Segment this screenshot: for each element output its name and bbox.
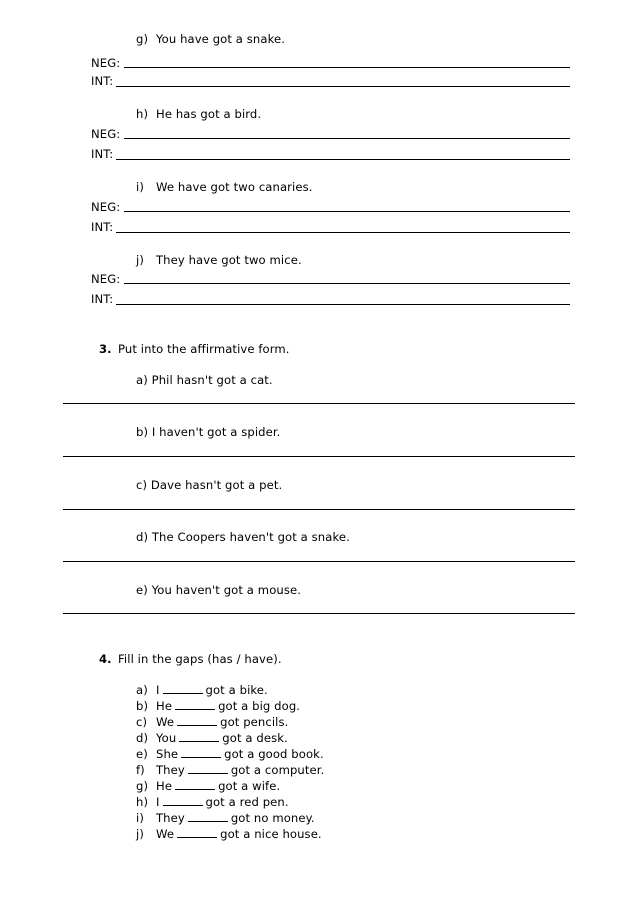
s4-list-item — [136, 763, 324, 777]
s2-item-sentence: They have got two mice. — [156, 253, 302, 267]
s4-list-item — [136, 715, 288, 729]
neg-answer-line[interactable] — [124, 67, 570, 68]
int-label: INT: — [91, 292, 114, 306]
section-3-instruction: Put into the affirmative form. — [118, 342, 290, 356]
int-answer-line[interactable] — [116, 159, 570, 160]
s4-item-subject: She — [156, 747, 179, 761]
s3-answer-line[interactable] — [63, 613, 575, 614]
s4-item-letter: i) — [136, 811, 144, 825]
s4-list-item — [136, 779, 280, 793]
s3-item-sentence: b) I haven't got a spider. — [136, 425, 281, 439]
s4-gap-blank[interactable] — [188, 763, 228, 774]
s4-item-letter: c) — [136, 715, 148, 729]
s4-item-letter: d) — [136, 731, 149, 745]
s4-list-item — [136, 827, 322, 841]
s2-item-letter: g) — [136, 32, 149, 46]
s3-item-sentence: d) The Coopers haven't got a snake. — [136, 530, 350, 544]
s4-item-rest: got a red pen. — [205, 795, 289, 809]
s4-item-rest: got a big dog. — [218, 699, 301, 713]
s4-list-item — [136, 699, 300, 713]
int-label: INT: — [91, 147, 114, 161]
s2-item-sentence: We have got two canaries. — [156, 180, 313, 194]
s4-item-rest: got a desk. — [222, 731, 288, 745]
s4-item-letter: j) — [136, 827, 144, 841]
s2-item-letter: h) — [136, 107, 149, 121]
s4-gap-blank[interactable] — [163, 795, 203, 806]
section-4-instruction: Fill in the gaps (has / have). — [118, 652, 282, 666]
s4-gap-blank[interactable] — [177, 827, 217, 838]
s2-item-sentence: He has got a bird. — [156, 107, 262, 121]
s4-list-item — [136, 747, 324, 761]
int-answer-line[interactable] — [116, 232, 570, 233]
s3-answer-line[interactable] — [63, 456, 575, 457]
s4-item-subject: He — [156, 699, 173, 713]
s4-item-subject: We — [156, 715, 175, 729]
s3-answer-line[interactable] — [63, 403, 575, 404]
s4-item-subject: He — [156, 779, 173, 793]
s4-list-item — [136, 811, 315, 825]
s4-item-subject: I — [156, 795, 160, 809]
s4-item-rest: got a nice house. — [220, 827, 322, 841]
s4-item-subject: They — [156, 811, 185, 825]
s4-item-subject: You — [156, 731, 177, 745]
s4-item-rest: got a bike. — [205, 683, 268, 697]
section-3-number: 3. — [99, 342, 112, 356]
s4-item-rest: got a computer. — [230, 763, 325, 777]
section-4-number: 4. — [99, 652, 112, 666]
s2-item-sentence: You have got a snake. — [156, 32, 285, 46]
s4-item-subject: We — [156, 827, 175, 841]
s4-gap-blank[interactable] — [175, 779, 215, 790]
s4-item-letter: f) — [136, 763, 145, 777]
s4-item-rest: got pencils. — [220, 715, 289, 729]
neg-label: NEG: — [91, 272, 121, 286]
s3-item-sentence: a) Phil hasn't got a cat. — [136, 373, 273, 387]
s4-item-letter: h) — [136, 795, 149, 809]
s4-gap-blank[interactable] — [177, 715, 217, 726]
s3-item-sentence: c) Dave hasn't got a pet. — [136, 478, 283, 492]
s4-item-letter: b) — [136, 699, 149, 713]
s4-list-item — [136, 731, 288, 745]
s4-gap-blank[interactable] — [163, 683, 203, 694]
s4-gap-blank[interactable] — [175, 699, 215, 710]
neg-label: NEG: — [91, 127, 121, 141]
neg-answer-line[interactable] — [124, 211, 570, 212]
s4-item-rest: got a wife. — [218, 779, 281, 793]
s4-item-subject: I — [156, 683, 160, 697]
s3-answer-line[interactable] — [63, 561, 575, 562]
s4-list-item — [136, 795, 289, 809]
neg-answer-line[interactable] — [124, 283, 570, 284]
s4-item-letter: g) — [136, 779, 149, 793]
neg-answer-line[interactable] — [124, 138, 570, 139]
s3-answer-line[interactable] — [63, 509, 575, 510]
s4-gap-blank[interactable] — [181, 747, 221, 758]
s4-item-rest: got no money. — [230, 811, 315, 825]
s4-gap-blank[interactable] — [179, 731, 219, 742]
s4-item-rest: got a good book. — [224, 747, 324, 761]
s4-list-item — [136, 683, 268, 697]
int-answer-line[interactable] — [116, 304, 570, 305]
s4-gap-blank[interactable] — [188, 811, 228, 822]
s3-item-sentence: e) You haven't got a mouse. — [136, 583, 301, 597]
int-label: INT: — [91, 74, 114, 88]
int-answer-line[interactable] — [116, 86, 570, 87]
s2-item-letter: i) — [136, 180, 144, 194]
s2-item-letter: j) — [136, 253, 144, 267]
s4-item-letter: e) — [136, 747, 148, 761]
neg-label: NEG: — [91, 200, 121, 214]
int-label: INT: — [91, 220, 114, 234]
s4-item-letter: a) — [136, 683, 148, 697]
s4-item-subject: They — [156, 763, 185, 777]
neg-label: NEG: — [91, 56, 121, 70]
